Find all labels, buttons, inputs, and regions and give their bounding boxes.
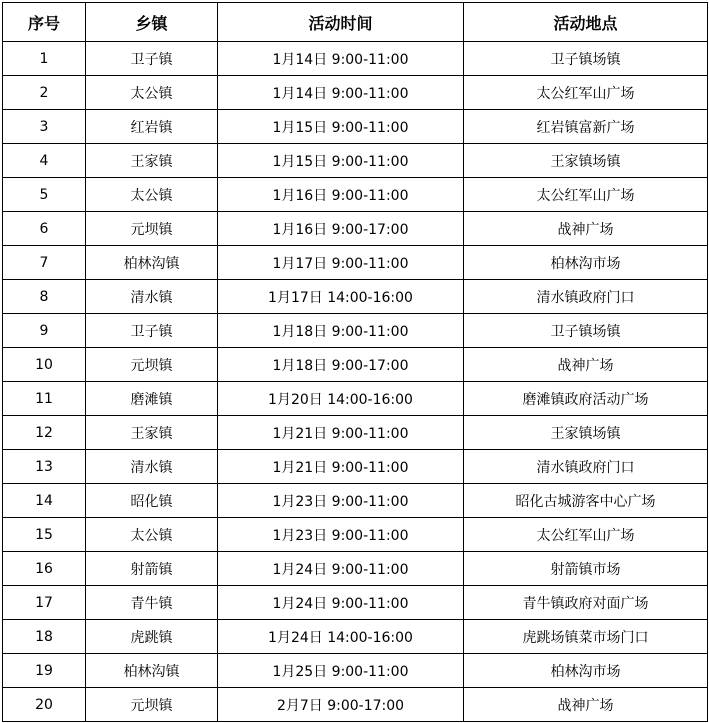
cell-no: 8: [3, 280, 86, 314]
cell-town: 王家镇: [86, 416, 218, 450]
table-row: [3, 314, 708, 348]
table-row: [3, 280, 708, 314]
table-row: [3, 110, 708, 144]
cell-place: 战神广场: [464, 212, 708, 246]
cell-town: 柏林沟镇: [86, 246, 218, 280]
cell-time: 1月25日 9:00-11:00: [218, 654, 464, 688]
cell-place: 柏林沟市场: [464, 246, 708, 280]
cell-time: 1月15日 9:00-11:00: [218, 110, 464, 144]
cell-town: 虎跳镇: [86, 620, 218, 654]
cell-time: 1月24日 9:00-11:00: [218, 586, 464, 620]
cell-no: 14: [3, 484, 86, 518]
cell-no: 4: [3, 144, 86, 178]
cell-place: 太公红军山广场: [464, 76, 708, 110]
cell-time: 1月17日 9:00-11:00: [218, 246, 464, 280]
cell-town: 昭化镇: [86, 484, 218, 518]
header-time: 活动时间: [218, 3, 464, 42]
header-row: [3, 3, 708, 42]
cell-town: 青牛镇: [86, 586, 218, 620]
cell-place: 太公红军山广场: [464, 518, 708, 552]
cell-time: 1月18日 9:00-17:00: [218, 348, 464, 382]
table-body: [3, 42, 708, 722]
cell-time: 1月16日 9:00-11:00: [218, 178, 464, 212]
cell-no: 9: [3, 314, 86, 348]
cell-no: 16: [3, 552, 86, 586]
cell-place: 青牛镇政府对面广场: [464, 586, 708, 620]
cell-place: 射箭镇市场: [464, 552, 708, 586]
cell-no: 3: [3, 110, 86, 144]
cell-town: 磨滩镇: [86, 382, 218, 416]
header-no: 序号: [3, 3, 86, 42]
cell-time: 1月23日 9:00-11:00: [218, 484, 464, 518]
cell-time: 1月15日 9:00-11:00: [218, 144, 464, 178]
table-row: [3, 688, 708, 722]
cell-time: 1月21日 9:00-11:00: [218, 450, 464, 484]
cell-time: 1月17日 14:00-16:00: [218, 280, 464, 314]
cell-town: 柏林沟镇: [86, 654, 218, 688]
table-row: [3, 42, 708, 76]
header-place: 活动地点: [464, 3, 708, 42]
cell-place: 清水镇政府门口: [464, 450, 708, 484]
cell-place: 磨滩镇政府活动广场: [464, 382, 708, 416]
cell-no: 13: [3, 450, 86, 484]
cell-place: 太公红军山广场: [464, 178, 708, 212]
activity-schedule-table: [2, 2, 708, 722]
cell-place: 战神广场: [464, 348, 708, 382]
cell-time: 1月24日 14:00-16:00: [218, 620, 464, 654]
table-row: [3, 654, 708, 688]
cell-time: 1月24日 9:00-11:00: [218, 552, 464, 586]
cell-town: 太公镇: [86, 178, 218, 212]
cell-place: 红岩镇富新广场: [464, 110, 708, 144]
cell-town: 射箭镇: [86, 552, 218, 586]
cell-town: 红岩镇: [86, 110, 218, 144]
cell-place: 王家镇场镇: [464, 416, 708, 450]
cell-place: 虎跳场镇菜市场门口: [464, 620, 708, 654]
cell-time: 1月14日 9:00-11:00: [218, 42, 464, 76]
cell-time: 1月16日 9:00-17:00: [218, 212, 464, 246]
cell-town: 卫子镇: [86, 42, 218, 76]
cell-town: 太公镇: [86, 518, 218, 552]
table-row: [3, 76, 708, 110]
cell-no: 15: [3, 518, 86, 552]
cell-place: 柏林沟市场: [464, 654, 708, 688]
cell-no: 7: [3, 246, 86, 280]
cell-town: 元坝镇: [86, 348, 218, 382]
table-row: [3, 212, 708, 246]
table-row: [3, 586, 708, 620]
cell-no: 18: [3, 620, 86, 654]
cell-no: 2: [3, 76, 86, 110]
header-town: 乡镇: [86, 3, 218, 42]
table-row: [3, 144, 708, 178]
cell-no: 6: [3, 212, 86, 246]
cell-time: 1月20日 14:00-16:00: [218, 382, 464, 416]
cell-time: 1月23日 9:00-11:00: [218, 518, 464, 552]
table-row: [3, 484, 708, 518]
table-row: [3, 348, 708, 382]
cell-no: 19: [3, 654, 86, 688]
cell-time: 1月18日 9:00-11:00: [218, 314, 464, 348]
cell-town: 元坝镇: [86, 212, 218, 246]
cell-place: 王家镇场镇: [464, 144, 708, 178]
table-row: [3, 450, 708, 484]
table-row: [3, 620, 708, 654]
cell-no: 17: [3, 586, 86, 620]
cell-town: 卫子镇: [86, 314, 218, 348]
cell-town: 王家镇: [86, 144, 218, 178]
table-row: [3, 552, 708, 586]
cell-place: 卫子镇场镇: [464, 42, 708, 76]
cell-town: 清水镇: [86, 280, 218, 314]
table-row: [3, 246, 708, 280]
cell-place: 清水镇政府门口: [464, 280, 708, 314]
cell-no: 1: [3, 42, 86, 76]
cell-time: 2月7日 9:00-17:00: [218, 688, 464, 722]
table-row: [3, 518, 708, 552]
table-row: [3, 382, 708, 416]
cell-no: 12: [3, 416, 86, 450]
cell-place: 战神广场: [464, 688, 708, 722]
cell-no: 10: [3, 348, 86, 382]
cell-time: 1月14日 9:00-11:00: [218, 76, 464, 110]
table-header: [3, 3, 708, 42]
table-row: [3, 416, 708, 450]
cell-no: 5: [3, 178, 86, 212]
cell-place: 昭化古城游客中心广场: [464, 484, 708, 518]
cell-time: 1月21日 9:00-11:00: [218, 416, 464, 450]
cell-no: 11: [3, 382, 86, 416]
cell-no: 20: [3, 688, 86, 722]
cell-place: 卫子镇场镇: [464, 314, 708, 348]
cell-town: 元坝镇: [86, 688, 218, 722]
table-row: [3, 178, 708, 212]
cell-town: 太公镇: [86, 76, 218, 110]
cell-town: 清水镇: [86, 450, 218, 484]
